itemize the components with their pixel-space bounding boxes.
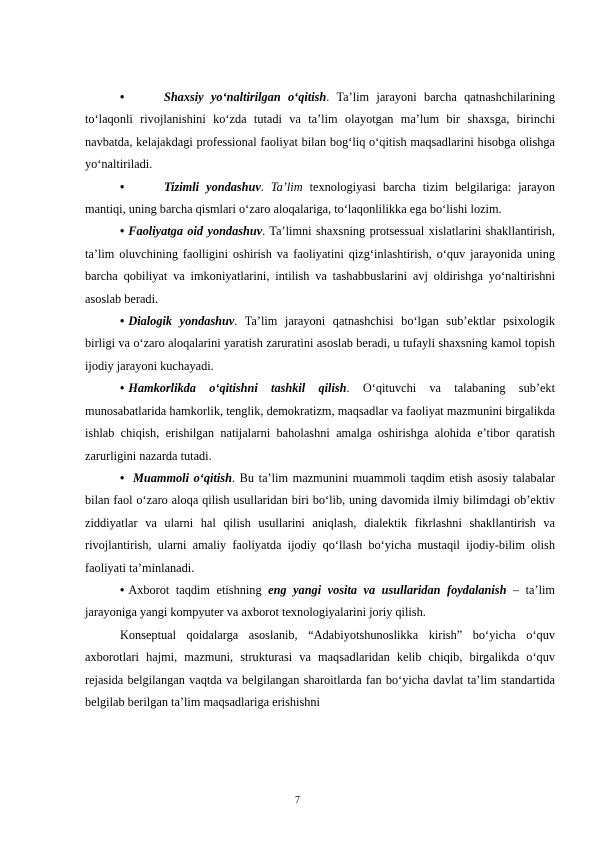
pre-axborot: Axborot taqdim etishning	[128, 582, 269, 597]
bullet-icon: •	[120, 90, 125, 104]
italic-lead-talim: Ta’lim	[270, 179, 303, 194]
text-tizimli: texnologiyasi barcha tizim belgilariga: jarayon mantiqi, uning barcha qismlari o‘zaro aloqalariga, to‘laqonlilikka ega bo‘lishi lozim.	[85, 179, 555, 217]
term-axborot: eng yangi vosita va usullaridan foydalanish	[268, 582, 507, 597]
text-faoliyat: Ta’limni shaxsning protsessual xislatlarini shakllantirish, ta’lim oluvchining faolligini oshirish va faoliyatini qizg‘inlashtirish, o‘quv jarayonida uning barcha qobiliyat va imkoniyatlarini, intilish va tashabbuslarini avj oldirishga yo‘naltirishni asoslab beradi.	[85, 224, 555, 306]
bullet-icon: •	[120, 381, 125, 396]
text-axborot: – ta’lim jarayoniga yangi kompyuter va axborot texnologiyalarini joriy qilish.	[85, 582, 555, 620]
paragraph-konseptual: Konseptual qoidalarga asoslanib, “Adabiyotshunoslikka kirish” bo‘yicha o‘quv axborotlari hajmi, mazmuni, strukturasi va maqsadlaridan kelib chiqib, birgalikda o‘quv rejasida belgilangan vaqtda va belgilangan sharoitlarda fan bo‘yicha davlat ta’lim standartida belgilab berilgan ta’lim maqsadlariga erishishni	[85, 627, 555, 709]
term-faoliyat: Faoliyatga oid yondashuv	[128, 224, 263, 239]
bullet-icon: •	[120, 470, 125, 485]
text-dialogik: Ta’lim jarayoni qatnashchisi bo‘lgan sub’ektlar psixologik birligi va o‘zaro aloqalarini yaratish zaruratini asoslab beradi, u tufayli shaxsning kamol topish ijodiy jarayoni kuchayadi.	[85, 314, 555, 373]
term-shaxsiy: Shaxsiy yo‘naltirilgan o‘qitish	[164, 90, 327, 104]
paragraph-axborot	[85, 579, 555, 624]
page-content	[85, 86, 555, 713]
paragraph-tizimli: • Tizimli yondashuv. Ta’lim texnologiyasi barcha tizim belgilariga: jarayon mantiqi, uning barcha qismlari o‘zaro aloqalariga, to‘laqonlilikka ega bo‘lishi lozim.	[85, 176, 555, 221]
paragraph-muammoli: • Muammoli o‘qitish. Bu ta’lim mazmunini muammoli taqdim etish asosiy talabalar bilan faol o‘zaro aloqa qilish usullaridan biri bo‘lib, uning davomida ilmiy bilimdagi ob’ektiv ziddiyatlar va ularni hal qilish usullarini aniqlash, dialektik fikrlashni shakllantirish va rivojlantirish, ularni amaliy faoliyatda ijodiy qo‘llash bo‘yicha mustaqil ijodiy-bilim olish faoliyati ta’minlanadi.	[85, 470, 555, 575]
paragraph-faoliyat: • Faoliyatga oid yondashuv. Ta’limni shaxsning protsessual xislatlarini shakllantirish, ta’lim oluvchining faolligini oshirish va faoliyatini qizg‘inlashtirish, o‘quv jarayonida uning barcha qobiliyat va imkoniyatlarini, intilish va tashabbuslarini avj oldirishga yo‘naltirishni asoslab beradi.	[85, 224, 555, 306]
page-number: 7	[295, 795, 300, 806]
bullet-icon: •	[120, 179, 125, 194]
text-muammoli: Bu ta’lim mazmunini muammoli taqdim etish asosiy talabalar bilan faol o‘zaro aloqa qilish usullaridan biri bo‘lib, uning davomida ilmiy bilimdagi ob’ektiv ziddiyatlar va ularni hal qilish usullarini aniqlash, dialektik fikrlashni shakllantirish va rivojlantirish, ularni amaliy faoliyatda ijodiy qo‘llash bo‘yicha mustaqil ijodiy-bilim olish faoliyati ta’minlanadi.	[85, 470, 555, 575]
term-hamkorlik: Hamkorlikda o‘qitishni tashkil qilish	[128, 381, 347, 396]
paragraph-shaxsiy: • Shaxsiy yo‘naltirilgan o‘qitish. Ta’lim jarayoni barcha qatnashchilarining to‘laqonli rivojlanishini ko‘zda tutadi va ta’lim olayotgan ma’lum bir shaxsga, birinchi navbatda, kelajakdagi professional faoliyat bilan bog‘liq o‘qitish maqsadlarini hisobga olishga yo‘naltiriladi.	[85, 86, 555, 176]
term-muammoli: Muammoli o‘qitish	[132, 470, 232, 485]
bullet-icon: •	[120, 582, 125, 597]
paragraph-hamkorlik: • Hamkorlikda o‘qitishni tashkil qilish. O‘qituvchi va talabaning sub’ekt munosabatlarida hamkorlik, tenglik, demokratizm, maqsadlar va faoliyat mazmunini birgalikda ishlab chiqish, erishilgan natijalarni baholashni amalga oshirishga alohida e’tibor qaratish zarurligini nazarda tutadi.	[85, 381, 555, 463]
text-shaxsiy: Ta’lim jarayoni barcha qatnashchilarining to‘laqonli rivojlanishini ko‘zda tutadi va ta’lim olayotgan ma’lum bir shaxsga, birinchi navbatda, kelajakdagi professional faoliyat bilan bog‘liq o‘qitish maqsadlarini hisobga olishga yo‘naltiriladi.	[85, 90, 555, 172]
paragraph-dialogik: • Dialogik yondashuv. Ta’lim jarayoni qatnashchisi bo‘lgan sub’ektlar psixologik birligi va o‘zaro aloqalarini yaratish zaruratini asoslab beradi, u tufayli shaxsning kamol topish ijodiy jarayoni kuchayadi.	[85, 314, 555, 373]
bullet-icon: •	[120, 224, 125, 239]
bullet-icon: •	[120, 314, 125, 329]
text-hamkorlik: O‘qituvchi va talabaning sub’ekt munosabatlarida hamkorlik, tenglik, demokratizm, maqsadlar va faoliyat mazmunini birgalikda ishlab chiqish, erishilgan natijalarni baholashni amalga oshirishga alohida e’tibor qaratish zarurligini nazarda tutadi.	[85, 381, 555, 463]
term-tizimli: Tizimli yondashuv	[164, 179, 261, 194]
term-dialogik: Dialogik yondashuv	[128, 314, 235, 329]
